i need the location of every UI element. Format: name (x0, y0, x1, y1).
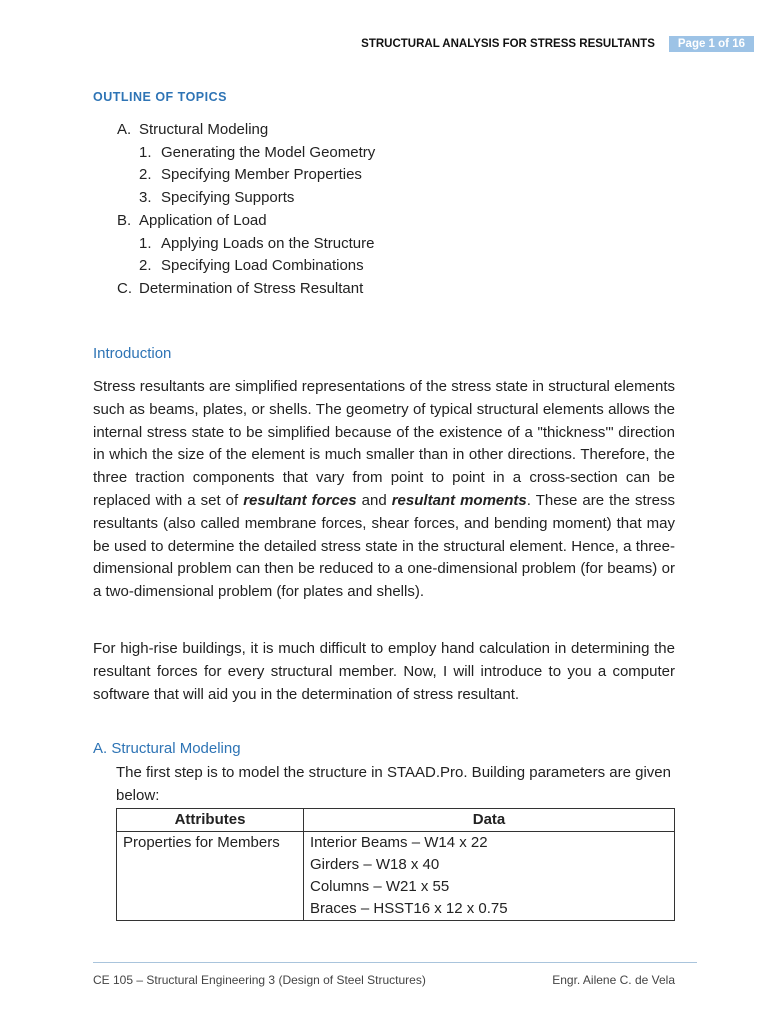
outline-item (117, 278, 375, 301)
outline-marker: 1. (139, 234, 152, 252)
outline-label: Applying Loads on the Structure (161, 234, 375, 252)
outline-item (117, 119, 375, 142)
table-cell: Properties for Members (117, 832, 304, 921)
outline-label: Determination of Stress Resultant (139, 279, 364, 297)
emphasis-resultant-forces: resultant forces (243, 491, 357, 509)
page-header (361, 36, 754, 52)
outline-marker: C. (117, 279, 132, 297)
footer-author: Engr. Ailene C. de Vela (552, 973, 675, 987)
table-cell (304, 832, 675, 921)
intro-paragraph-2: For high-rise buildings, it is much difficult to employ hand calculation in determining the resultant forces for every structural member. Now, I will introduce to you a computer software that will aid you in the determination of stress resultant. (93, 640, 675, 703)
emphasis-resultant-moments: resultant moments (391, 491, 527, 509)
outline-label: Specifying Member Properties (161, 166, 362, 184)
outline-marker: 2. (139, 166, 152, 184)
intro-paragraph-1 (93, 376, 675, 604)
outline-subitem (117, 142, 375, 165)
outline-label: Generating the Model Geometry (161, 143, 376, 161)
value: Girders – W18 x 40 (310, 856, 440, 873)
outline-label: Application of Load (139, 211, 267, 229)
footer-course: CE 105 – Structural Engineering 3 (Design of Steel Structures) (93, 973, 426, 987)
table-row (117, 832, 675, 921)
value: Columns – W21 x 55 (310, 878, 450, 895)
text: Stress resultants are simplified representations of the stress state in structural elements such as beams, plates, or shells. The geometry of typical structural elements allows the internal stress state to be simplified because of the existence of a "thickness'" direction in which the size of the element is much smaller than in other directions. Therefore, the three traction components that vary from point to point in a cross-section can be replaced with a set of (93, 378, 675, 509)
text: and (356, 491, 392, 509)
text: . These are the stress resultants (also called membrane forces, shear forces, and bending moment) that may be used to determine the detailed stress state in the structural element. Hence, a three-dimensional problem can then be reduced to a one-dimensional problem (for beams) or a two-dimensional problem (for plates and shells). (93, 491, 676, 601)
outline-marker: A. (117, 121, 132, 138)
outline-list (117, 119, 375, 301)
section-a-text: The first step is to model the structure in STAAD.Pro. Building parameters are given below: (116, 764, 671, 804)
outline-marker: B. (117, 211, 132, 229)
outline-subitem (117, 164, 375, 187)
building-parameters-table (116, 808, 675, 921)
outline-label: Specifying Supports (161, 189, 295, 207)
footer-divider (93, 962, 697, 963)
outline-item (117, 210, 375, 233)
outline-subitem (117, 233, 375, 256)
value: Braces – HSST16 x 12 x 0.75 (310, 900, 508, 917)
outline-heading: OUTLINE OF TOPICS (93, 90, 227, 104)
outline-label: Structural Modeling (139, 121, 269, 138)
outline-marker: 1. (139, 143, 152, 161)
outline-subitem (117, 255, 375, 278)
value: Interior Beams – W14 x 22 (310, 834, 488, 851)
section-a-heading: A. Structural Modeling (93, 740, 241, 757)
outline-marker: 3. (139, 189, 152, 207)
outline-subitem (117, 187, 375, 210)
table-header: Data (304, 809, 675, 832)
outline-label: Specifying Load Combinations (161, 257, 364, 275)
outline-marker: 2. (139, 257, 152, 275)
header-title: STRUCTURAL ANALYSIS FOR STRESS RESULTANTS (361, 38, 655, 50)
table-header: Attributes (117, 809, 304, 832)
page-number-badge: Page 1 of 16 (669, 36, 754, 52)
introduction-heading: Introduction (93, 345, 172, 362)
